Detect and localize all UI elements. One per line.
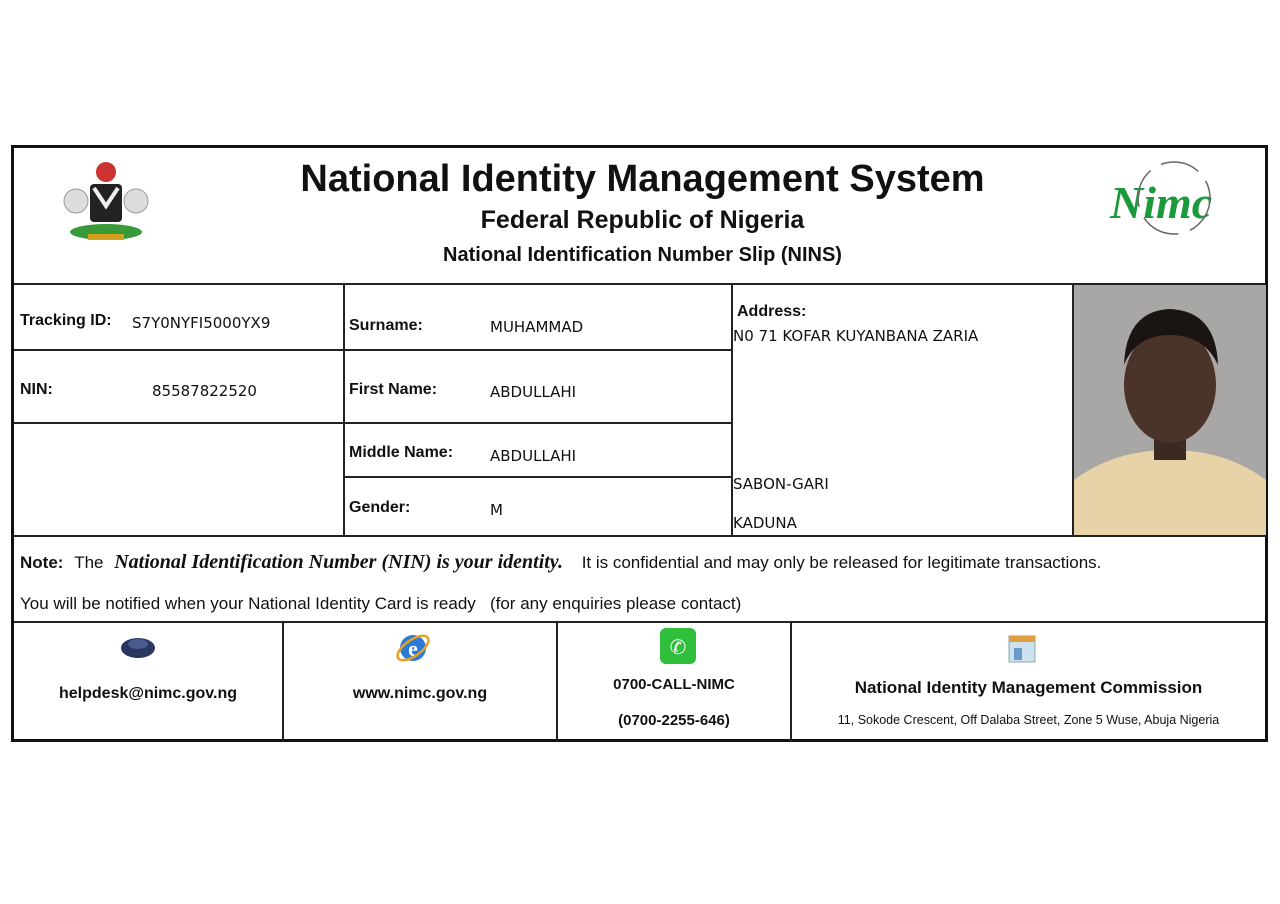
nimc-logo: Nimc [1110,177,1213,228]
page-subtitle: Federal Republic of Nigeria [480,206,805,234]
website: www.nimc.gov.ng [352,685,488,702]
gender-value: M [490,501,503,519]
nin-label: NIN: [20,381,53,398]
building-icon [1006,632,1038,664]
helpdesk-email: helpdesk@nimc.gov.ng [59,685,237,702]
tracking-id-value: S7Y0NYFI5000YX9 [132,314,271,332]
address-label: Address: [737,303,807,320]
note-the: The [74,553,104,572]
middle-name-value: ABDULLAHI [490,447,577,465]
note-rest: It is confidential and may only be released for legitimate transactions. [581,553,1102,572]
first-name-value: ABDULLAHI [490,383,577,401]
page-title: National Identity Management System [300,158,985,200]
slip-title: National Identification Number Slip (NINS) [443,244,842,266]
svg-text:e: e [408,636,418,661]
telephone-icon [118,632,158,662]
note-line-2: You will be notified when your National Identity Card is ready (for any enquiries please contact) [20,594,742,613]
first-name-label: First Name: [349,381,438,398]
nin-value: 85587822520 [152,382,257,400]
internet-explorer-icon [394,628,432,666]
org-address: 11, Sokode Crescent, Off Dalaba Street, Zone 5 Wuse, Abuja Nigeria [837,713,1220,727]
note-line [20,551,1101,574]
tracking-id-label: Tracking ID: [20,312,112,329]
note-label: Note: [20,553,64,572]
address-lga: SABON-GARI [733,475,829,493]
address-line: N0 71 KOFAR KUYANBANA ZARIA [733,327,979,345]
nimc-logo-ring-icon [1134,158,1214,238]
phone-number: 0700-CALL-NIMC [613,676,735,693]
nin-slip [11,145,1268,742]
org-name: National Identity Management Commission [854,678,1203,697]
phone-number-digits: (0700-2255-646) [618,712,730,729]
surname-value: MUHAMMAD [490,318,584,336]
note-emphasis: National Identification Number (NIN) is your identity. [114,551,563,573]
gender-label: Gender: [349,499,411,516]
surname-label: Surname: [349,317,423,334]
passport-photo [1074,285,1266,535]
svg-text:✆: ✆ [669,637,687,659]
phone-icon [660,628,696,664]
middle-name-label: Middle Name: [349,444,454,461]
address-state: KADUNA [733,514,797,532]
